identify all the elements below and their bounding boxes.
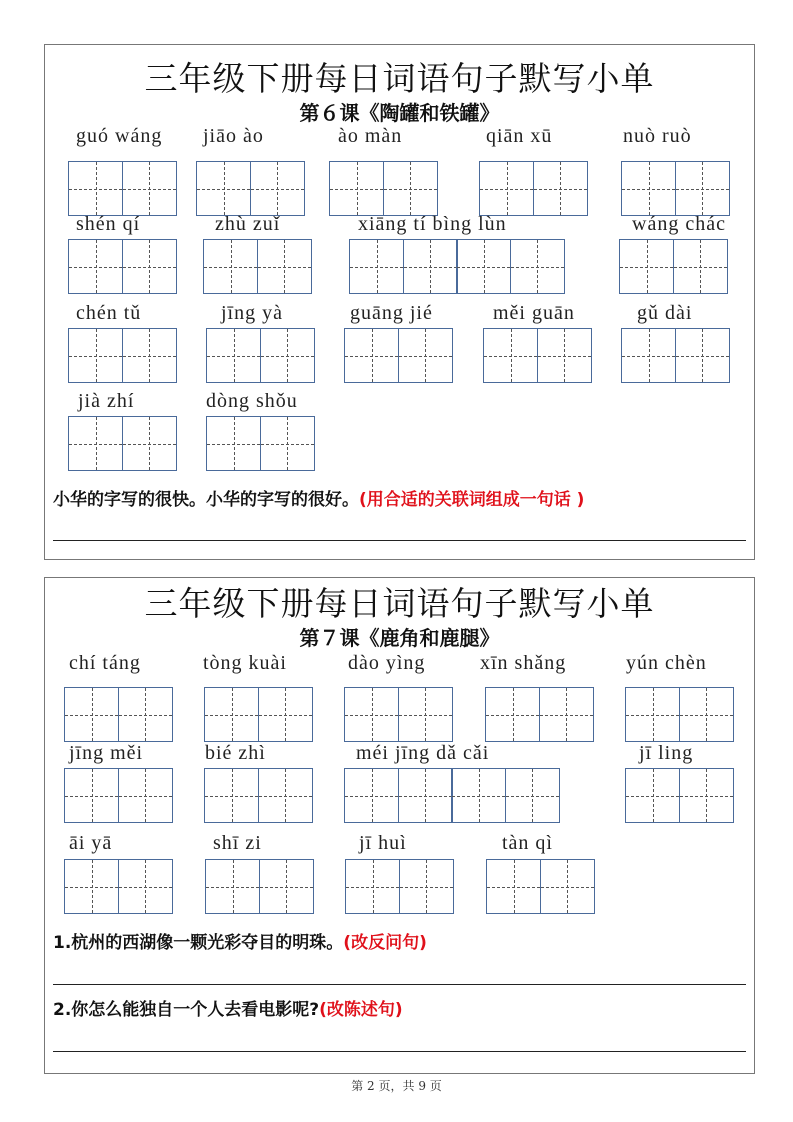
pinyin-label: guāng jié	[350, 302, 433, 324]
tianzige-cell[interactable]	[625, 687, 680, 742]
writing-grid	[621, 161, 728, 216]
pinyin-label: shī zi	[213, 832, 262, 854]
tianzige-cell[interactable]	[206, 328, 261, 383]
tianzige-cell[interactable]	[345, 859, 400, 914]
tianzige-cell[interactable]	[537, 328, 592, 383]
tianzige-cell[interactable]	[403, 239, 458, 294]
tianzige-cell[interactable]	[258, 768, 313, 823]
tianzige-cell[interactable]	[679, 768, 734, 823]
tianzige-cell[interactable]	[398, 768, 453, 823]
tianzige-cell[interactable]	[675, 161, 730, 216]
tianzige-cell[interactable]	[64, 687, 119, 742]
tianzige-cell[interactable]	[204, 768, 259, 823]
answer-line[interactable]	[53, 540, 746, 541]
pinyin-label: měi guān	[493, 302, 575, 324]
tianzige-cell[interactable]	[486, 859, 541, 914]
writing-grid	[625, 768, 732, 823]
tianzige-cell[interactable]	[479, 161, 534, 216]
tianzige-cell[interactable]	[673, 239, 728, 294]
tianzige-cell[interactable]	[456, 239, 511, 294]
writing-grid	[619, 239, 726, 294]
tianzige-cell[interactable]	[196, 161, 251, 216]
tianzige-cell[interactable]	[625, 768, 680, 823]
tianzige-cell[interactable]	[485, 687, 540, 742]
pinyin-label: chí táng	[69, 652, 141, 674]
pinyin-label: jīng yà	[221, 302, 283, 324]
pinyin-label: jī ling	[639, 742, 694, 764]
pinyin-label: nuò ruò	[623, 125, 692, 147]
tianzige-cell[interactable]	[68, 416, 123, 471]
tianzige-cell[interactable]	[383, 161, 438, 216]
tianzige-cell[interactable]	[619, 239, 674, 294]
writing-grid	[205, 859, 312, 914]
tianzige-cell[interactable]	[621, 161, 676, 216]
pinyin-label: āi yā	[69, 832, 113, 854]
worksheet-lesson-7	[44, 577, 755, 1074]
tianzige-cell[interactable]	[349, 239, 404, 294]
writing-grid	[68, 328, 175, 383]
tianzige-cell[interactable]	[205, 859, 260, 914]
tianzige-cell[interactable]	[64, 768, 119, 823]
sentence-text: 1.杭州的西湖像一颗光彩夺目的明珠。	[53, 933, 344, 953]
tianzige-cell[interactable]	[260, 328, 315, 383]
tianzige-cell[interactable]	[64, 859, 119, 914]
pinyin-label: jiāo ào	[203, 125, 264, 147]
writing-grid	[329, 161, 436, 216]
tianzige-cell[interactable]	[344, 687, 399, 742]
lesson-subtitle: 第６课《陶罐和铁罐》	[299, 101, 500, 125]
pinyin-label: méi jīng dǎ cǎi	[356, 742, 490, 764]
sentence-instruction: (用合适的关联词组成一句话 )	[359, 490, 585, 510]
tianzige-cell[interactable]	[399, 859, 454, 914]
tianzige-cell[interactable]	[260, 416, 315, 471]
pinyin-label: xiāng tí bìng lùn	[358, 213, 507, 235]
worksheet-title: 三年级下册每日词语句子默写小单	[144, 584, 655, 623]
worksheet-lesson-6	[44, 44, 755, 560]
pinyin-label: xīn shǎng	[480, 652, 567, 674]
writing-grid	[68, 239, 175, 294]
tianzige-cell[interactable]	[204, 687, 259, 742]
writing-grid	[206, 416, 313, 471]
tianzige-cell[interactable]	[679, 687, 734, 742]
sentence-instruction: (改反问句)	[343, 933, 427, 953]
tianzige-cell[interactable]	[68, 328, 123, 383]
writing-grid	[204, 768, 311, 823]
writing-grid	[64, 859, 171, 914]
sentence-instruction: (改陈述句)	[319, 1000, 403, 1020]
writing-grid	[68, 161, 175, 216]
tianzige-cell[interactable]	[398, 687, 453, 742]
pinyin-label: jī huì	[359, 832, 407, 854]
tianzige-cell[interactable]	[344, 328, 399, 383]
tianzige-cell[interactable]	[122, 416, 177, 471]
tianzige-cell[interactable]	[258, 687, 313, 742]
tianzige-cell[interactable]	[122, 239, 177, 294]
tianzige-cell[interactable]	[451, 768, 506, 823]
tianzige-cell[interactable]	[621, 328, 676, 383]
writing-grid	[621, 328, 728, 383]
pinyin-label: chén tǔ	[76, 302, 142, 324]
writing-grid	[345, 859, 452, 914]
page-footer: 第 2 页，共 9 页	[351, 1079, 442, 1093]
tianzige-cell[interactable]	[206, 416, 261, 471]
pinyin-label: shén qí	[76, 213, 141, 235]
tianzige-cell[interactable]	[329, 161, 384, 216]
pinyin-label: tòng kuài	[203, 652, 287, 674]
pinyin-label: tàn qì	[502, 832, 553, 854]
sentence-text: 小华的字写的很快。小华的字写的很好。	[53, 490, 359, 510]
sentence-prompt	[53, 995, 403, 1020]
tianzige-cell[interactable]	[203, 239, 258, 294]
pinyin-label: dòng shǒu	[206, 390, 298, 412]
pinyin-label: jià zhí	[78, 390, 135, 412]
tianzige-cell[interactable]	[344, 768, 399, 823]
writing-grid	[344, 328, 451, 383]
pinyin-label: wáng chác	[632, 213, 726, 235]
writing-grid	[204, 687, 311, 742]
answer-line[interactable]	[53, 1051, 746, 1052]
tianzige-cell[interactable]	[257, 239, 312, 294]
pinyin-label: ào màn	[338, 125, 403, 147]
writing-grid	[344, 687, 451, 742]
writing-grid	[64, 687, 171, 742]
tianzige-cell[interactable]	[250, 161, 305, 216]
sentence-prompt	[53, 485, 584, 510]
tianzige-cell[interactable]	[533, 161, 588, 216]
writing-grid	[625, 687, 732, 742]
answer-line[interactable]	[53, 984, 746, 985]
tianzige-cell[interactable]	[259, 859, 314, 914]
writing-grid	[344, 768, 558, 823]
tianzige-cell[interactable]	[510, 239, 565, 294]
writing-grid	[196, 161, 303, 216]
pinyin-label: gǔ dài	[637, 302, 693, 324]
writing-grid	[483, 328, 590, 383]
tianzige-cell[interactable]	[122, 328, 177, 383]
pinyin-label: qiān xū	[486, 125, 553, 147]
tianzige-cell[interactable]	[675, 328, 730, 383]
sentence-prompt	[53, 928, 427, 953]
writing-grid	[486, 859, 593, 914]
sentence-text: 2.你怎么能独自一个人去看电影呢?	[53, 1000, 320, 1020]
writing-grid	[68, 416, 175, 471]
writing-grid	[206, 328, 313, 383]
pinyin-label: dào yìng	[348, 652, 426, 674]
tianzige-cell[interactable]	[118, 687, 173, 742]
pinyin-label: yún chèn	[626, 652, 707, 674]
tianzige-cell[interactable]	[483, 328, 538, 383]
tianzige-cell[interactable]	[68, 239, 123, 294]
writing-grid	[203, 239, 310, 294]
writing-grid	[479, 161, 586, 216]
tianzige-cell[interactable]	[122, 161, 177, 216]
pinyin-label: guó wáng	[76, 125, 163, 147]
tianzige-cell[interactable]	[68, 161, 123, 216]
tianzige-cell[interactable]	[539, 687, 594, 742]
tianzige-cell[interactable]	[540, 859, 595, 914]
pinyin-label: zhù zuǐ	[215, 213, 281, 235]
lesson-subtitle: 第７课《鹿角和鹿腿》	[299, 626, 500, 650]
writing-grid	[349, 239, 563, 294]
writing-grid	[485, 687, 592, 742]
pinyin-label: jīng měi	[69, 742, 144, 764]
writing-grid	[64, 768, 171, 823]
worksheet-title: 三年级下册每日词语句子默写小单	[144, 59, 655, 98]
tianzige-cell[interactable]	[505, 768, 560, 823]
tianzige-cell[interactable]	[398, 328, 453, 383]
tianzige-cell[interactable]	[118, 768, 173, 823]
tianzige-cell[interactable]	[118, 859, 173, 914]
pinyin-label: bié zhì	[205, 742, 266, 764]
